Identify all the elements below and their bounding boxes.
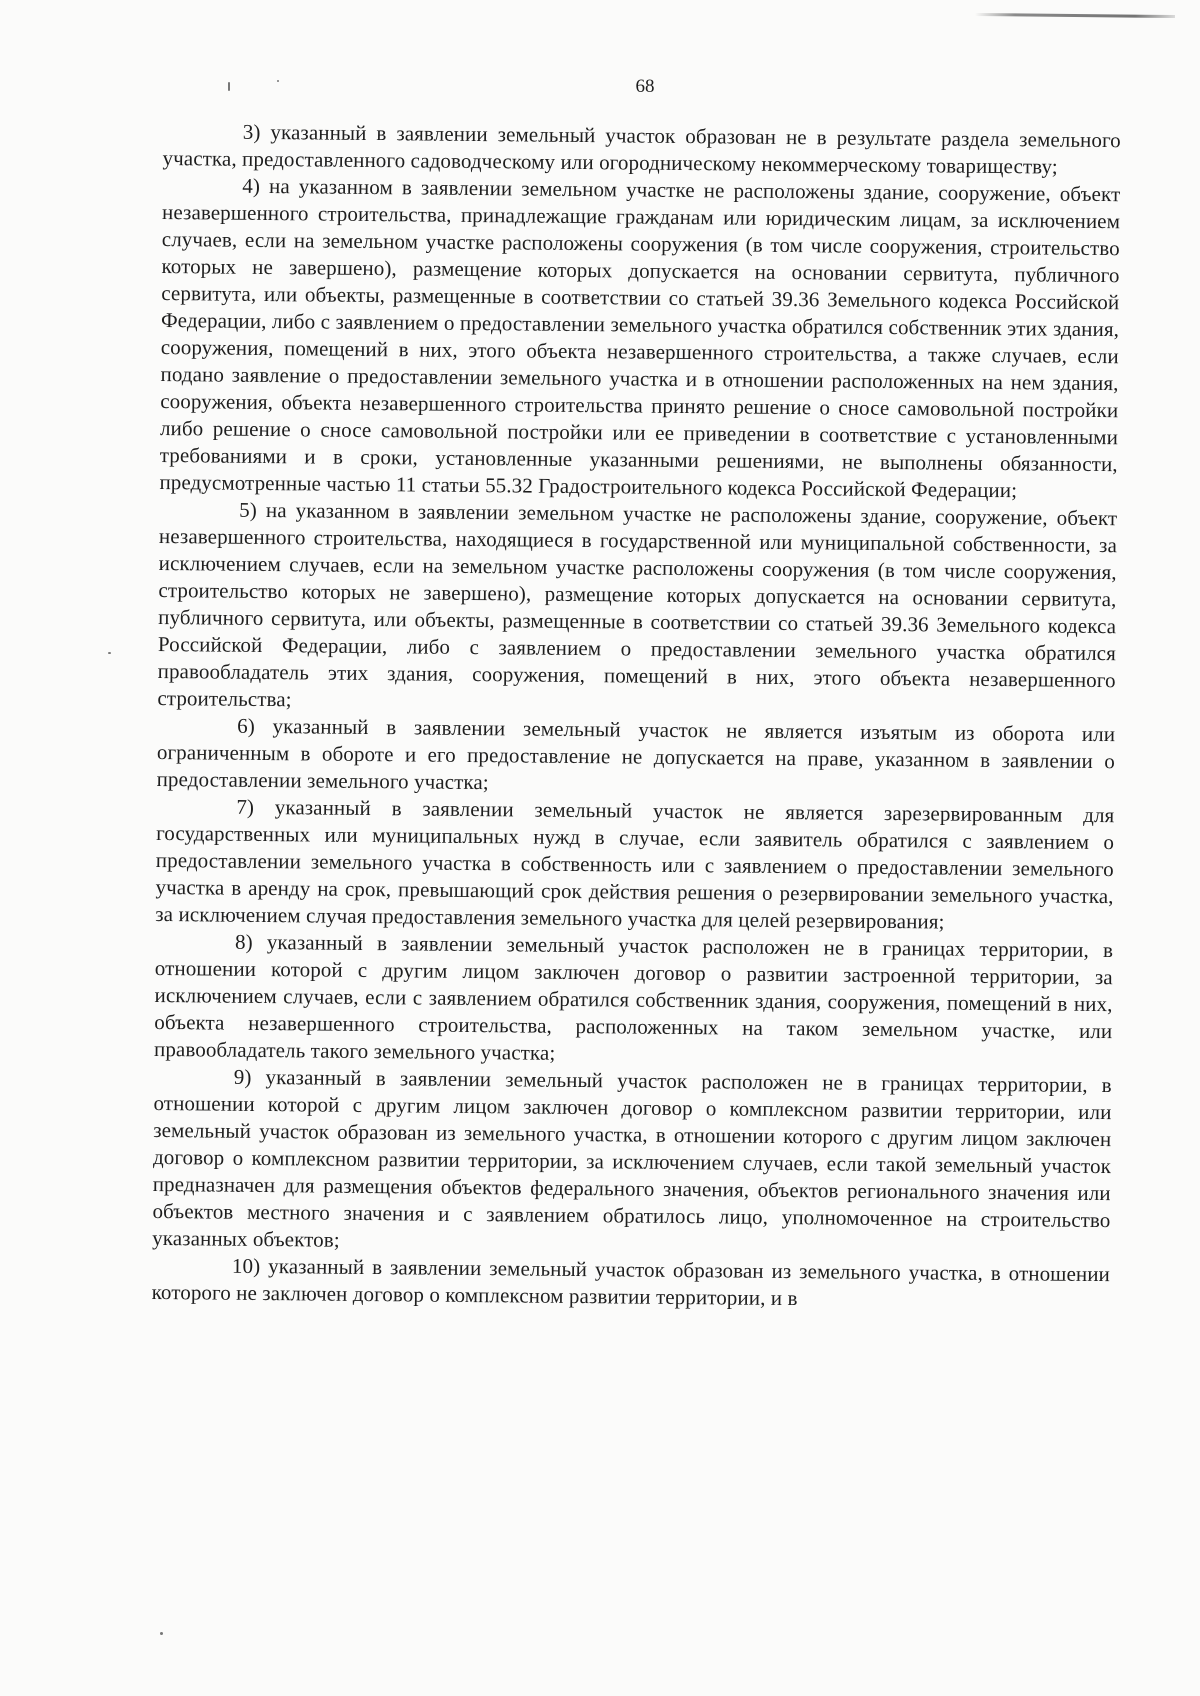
scan-speck: [160, 1632, 163, 1635]
paragraph-7: 7) указанный в заявлении земельный участок не является зарезервированным для государственных или муниципальных нужд в случае, если заявитель обратился с заявлением о предоставлении земельного участка в собственность или с заявлением о предоставлении земельного участка в аренду на срок, превышающий срок действия решения о резервировании земельного участка, за исключением случая предоставления земельного участка для целей резервирования;: [155, 794, 1115, 934]
scan-speck: [108, 652, 111, 654]
document-body: [152, 118, 1121, 1315]
paragraph-10: 10) указанный в заявлении земельный участок образован из земельного участка, в отношении которого не заключен договор о комплексном развитии территории, и в: [151, 1253, 1111, 1311]
scan-artifact-line: [975, 13, 1175, 18]
paragraph-9: 9) указанный в заявлении земельный участок расположен не в границах территории, в отношении которой с другим лицом заключен договор о комплексном развитии территории, или земельный участок образован из земельного участка, в отношении которого с другим лицом заключен договор о комплексном развитии территории, за исключением случаев, если такой земельный участок предназначен для размещения объектов федерального значения, объектов регионального значения или объектов местного значения и с заявлением обратилось лицо, уполномоченное на строительство указанных объектов;: [152, 1064, 1112, 1252]
paragraph-5: 5) на указанном в заявлении земельном участке не расположены здание, сооружение, объект незавершенного строительства, находящиеся в государственной или муниципальной собственности, за исключением случаев, если на земельном участке расположены сооружения (в том числе сооружения, строительство которых не завершено), размещение которых допускается на основании сервитута, публичного сервитута, или объекты, размещенные в соответствии со статьей 39.36 Земельного кодекса Российской Федерации, либо с заявлением о предоставлении земельного участка обратился правообладатель этих здания, сооружения, помещений в них, этого объекта незавершенного строительства;: [157, 497, 1118, 712]
page-number: 68: [635, 76, 655, 97]
paragraph-4: 4) на указанном в заявлении земельном участке не расположены здание, сооружение, объект незавершенного строительства, принадлежащие гражданам или юридическим лицам, за исключением случаев, если на земельном участке расположены сооружения (в том числе сооружения, строительство которых не завершено), размещение которых допускается на основании сервитута, публичного сервитута, или объекты, размещенные в соответствии со статьей 39.36 Земельного кодекса Российской Федерации, либо с заявлением о предоставлении земельного участка обратился собственник этих здания, сооружения, помещений в них, этого объекта незавершенного строительства, а также случаев, если подано заявление о предоставлении земельного участка и в отношении расположенных на нем здания, сооружения, объекта незавершенного строительства принято решение о сносе самовольной постройки либо решение о сносе самовольной постройки или ее приведении в соответствие с установленными требованиями и в сроки, установленные указанными решениями, не выполнены обязанности, предусмотренные частью 11 статьи 55.32 Градостроительного кодекса Российской Федерации;: [159, 173, 1121, 503]
paragraph-3: 3) указанный в заявлении земельный участок образован не в результате раздела земельного участка, предоставленного садоводческому или огородническому некоммерческому товариществу;: [162, 119, 1121, 179]
paragraph-8: 8) указанный в заявлении земельный участок расположен не в границах территории, в отношении которой с другим лицом заключен договор о развитии застроенной территории, за исключением случаев, если с заявлением обратился собственник здания, сооружения, помещений в них, объекта незавершенного строительства, расположенных на таком земельном участке, или правообладатель такого земельного участка;: [153, 929, 1114, 1065]
paragraph-6: 6) указанный в заявлении земельный участок не является изъятым из оборота или ограниченным в обороте и его предоставление не допускается на праве, указанном в заявлении о предоставлении земельного участка;: [156, 713, 1116, 795]
